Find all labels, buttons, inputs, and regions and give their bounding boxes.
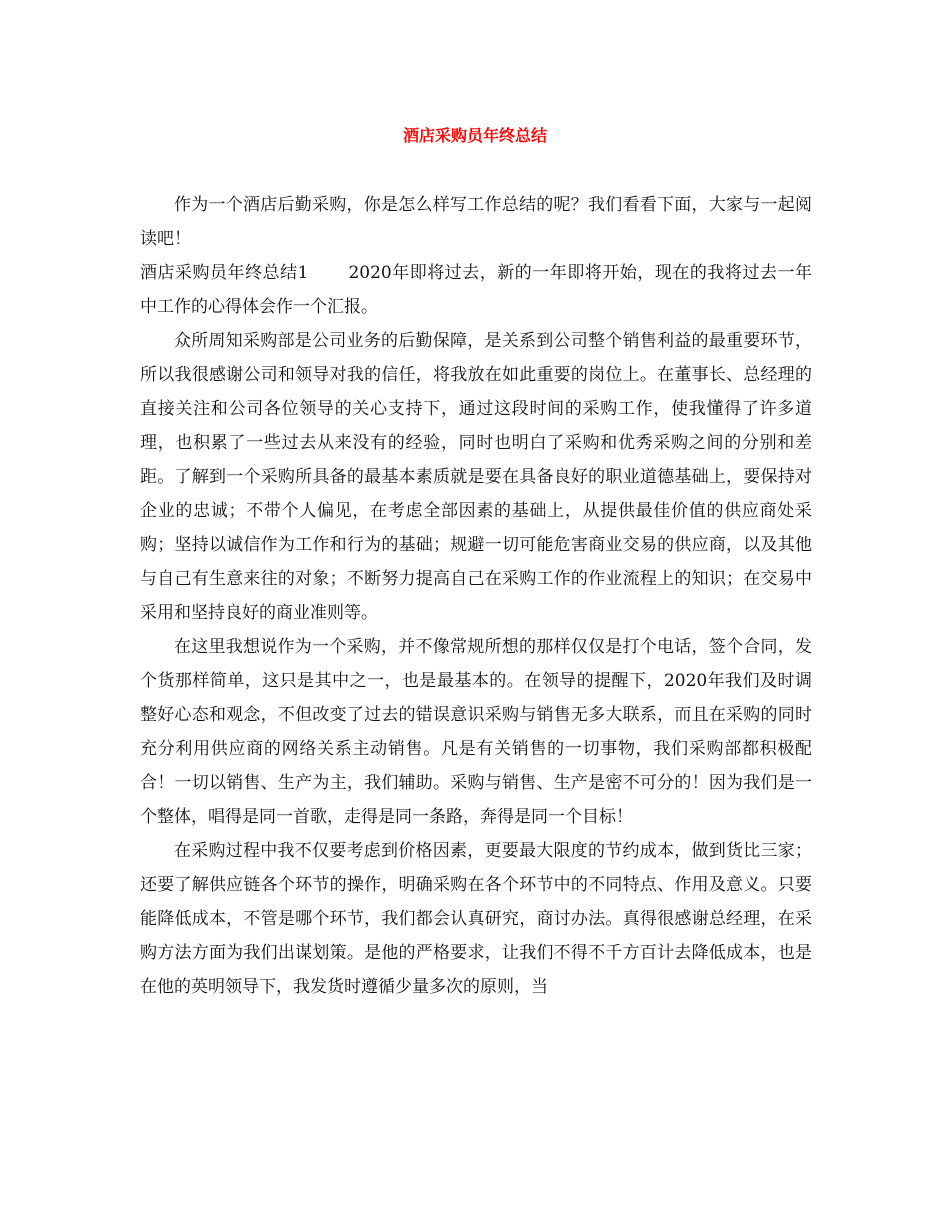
document-title: 酒店采购员年终总结	[402, 126, 547, 145]
section-first-paragraph	[140, 256, 812, 324]
body-paragraph-3: 在采购过程中我不仅要考虑到价格因素，更要最大限度的节约成本，做到货比三家；还要了解供应链各个环节的操作，明确采购在各个环节中的不同特点、作用及意义。只要能降低成本，不管是哪个环节，我们都会认真研究，商讨办法。真得很感谢总经理，在采购方法方面为我们出谋划策。是他的严格要求，让我们不得不千方百计去降低成本，也是在他的英明领导下，我发货时遵循少量多次的原则，当	[140, 841, 812, 997]
body-paragraph-2: 在这里我想说作为一个采购，并不像常规所想的那样仅仅是打个电话，签个合同，发个货那样简单，这只是其中之一，也是最基本的。在领导的提醒下，2020年我们及时调整好心态和观念，不但改变了过去的错误意识采购与销售无多大联系，而且在采购的同时充分利用供应商的网络关系主动销售。凡是有关销售的一切事物，我们采购部都积极配合！一切以销售、生产为主，我们辅助。采购与销售、生产是密不可分的！因为我们是一个整体，唱得是同一首歌，走得是同一条路，奔得是同一个目标！	[140, 637, 812, 827]
body-paragraph-1: 众所周知采购部是公司业务的后勤保障，是关系到公司整个销售利益的最重要环节，所以我很感谢公司和领导对我的信任，将我放在如此重要的岗位上。在董事长、总经理的直接关注和公司各位领导的关心支持下，通过这段时间的采购工作，使我懂得了许多道理，也积累了一些过去从来没有的经验，同时也明白了采购和优秀采购之间的分别和差距。了解到一个采购所具备的最基本素质就是要在具备良好的职业道德基础上，要保持对企业的忠诚；不带个人偏见，在考虑全部因素的基础上，从提供最佳价值的供应商处采购；坚持以诚信作为工作和行为的基础；规避一切可能危害商业交易的供应商，以及其他与自己有生意来往的对象；不断努力提高自己在采购工作的作业流程上的知识；在交易中采用和坚持良好的商业准则等。	[140, 331, 812, 623]
intro-paragraph: 作为一个酒店后勤采购，你是怎么样写工作总结的呢？我们看看下面，大家与一起阅读吧！	[140, 195, 812, 249]
section-heading: 酒店采购员年终总结1	[140, 263, 309, 283]
document-body	[140, 188, 812, 1004]
section-first-text: 2020年即将过去，新的一年即将开始，现在的我将过去一年中工作的心得体会作一个汇报。	[140, 263, 812, 317]
